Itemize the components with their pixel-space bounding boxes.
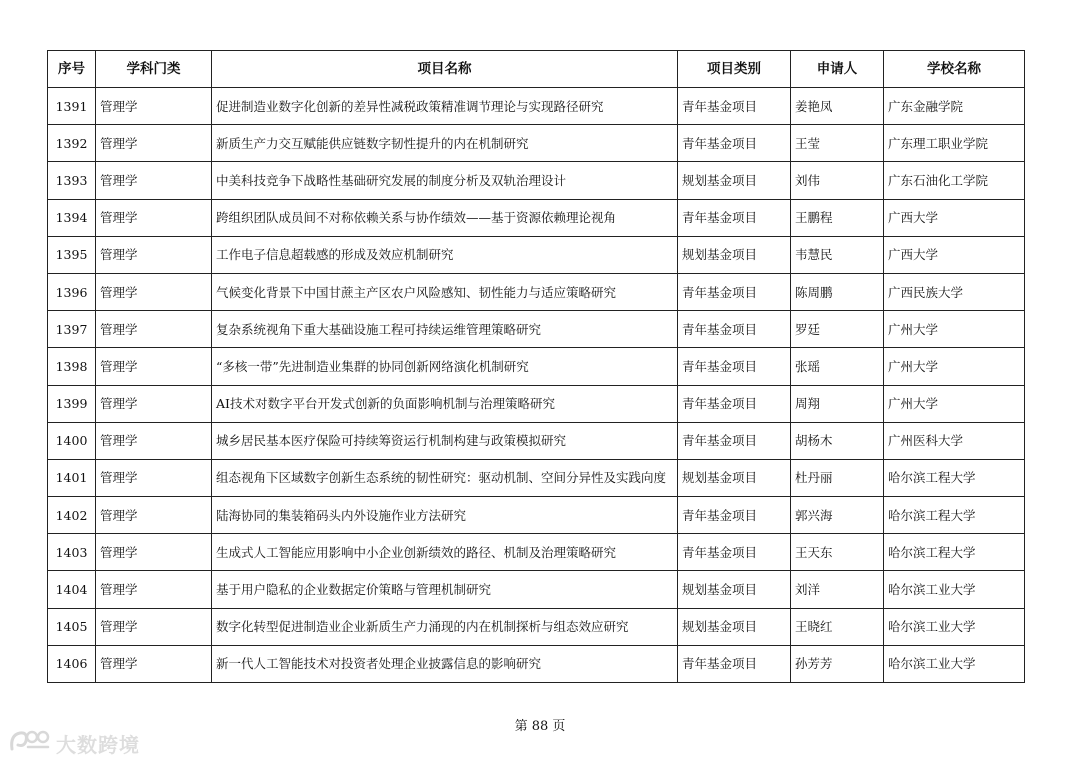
cell-project-name: 基于用户隐私的企业数据定价策略与管理机制研究 [212, 571, 678, 608]
cell-school-name: 广州大学 [884, 311, 1025, 348]
cell-applicant: 姜艳凤 [791, 88, 884, 125]
cell-discipline: 管理学 [96, 125, 212, 162]
cell-project-name: 新质生产力交互赋能供应链数字韧性提升的内在机制研究 [212, 125, 678, 162]
cell-serial-number: 1405 [48, 608, 96, 645]
cell-serial-number: 1395 [48, 236, 96, 273]
cell-project-category: 青年基金项目 [678, 125, 791, 162]
cell-project-name: AI技术对数字平台开发式创新的负面影响机制与治理策略研究 [212, 385, 678, 422]
watermark-text: 大数跨境 [56, 732, 140, 757]
cell-project-name: 工作电子信息超载感的形成及效应机制研究 [212, 236, 678, 273]
cell-serial-number: 1400 [48, 422, 96, 459]
cell-discipline: 管理学 [96, 199, 212, 236]
cell-school-name: 广西民族大学 [884, 273, 1025, 310]
cell-project-name: 数字化转型促进制造业企业新质生产力涌现的内在机制探析与组态效应研究 [212, 608, 678, 645]
table-row [48, 645, 1025, 682]
cell-discipline: 管理学 [96, 236, 212, 273]
watermark [8, 728, 140, 758]
cell-school-name: 哈尔滨工业大学 [884, 608, 1025, 645]
page-number: 第 88 页 [514, 719, 566, 734]
cell-project-category: 青年基金项目 [678, 199, 791, 236]
cell-discipline: 管理学 [96, 459, 212, 496]
cell-project-category: 青年基金项目 [678, 497, 791, 534]
cell-school-name: 哈尔滨工业大学 [884, 571, 1025, 608]
table-row [48, 422, 1025, 459]
cell-project-category: 青年基金项目 [678, 385, 791, 422]
cell-applicant: 周翔 [791, 385, 884, 422]
cell-serial-number: 1403 [48, 534, 96, 571]
table-row [48, 236, 1025, 273]
cell-discipline: 管理学 [96, 571, 212, 608]
cell-discipline: 管理学 [96, 497, 212, 534]
cell-project-category: 规划基金项目 [678, 608, 791, 645]
cell-discipline: 管理学 [96, 88, 212, 125]
cell-applicant: 陈周鹏 [791, 273, 884, 310]
cell-serial-number: 1394 [48, 199, 96, 236]
cell-school-name: 广西大学 [884, 199, 1025, 236]
cell-school-name: 广东石油化工学院 [884, 162, 1025, 199]
cell-project-name: 中美科技竞争下战略性基础研究发展的制度分析及双轨治理设计 [212, 162, 678, 199]
cell-school-name: 广东金融学院 [884, 88, 1025, 125]
cell-project-category: 青年基金项目 [678, 311, 791, 348]
cell-serial-number: 1393 [48, 162, 96, 199]
cell-serial-number: 1392 [48, 125, 96, 162]
cell-serial-number: 1391 [48, 88, 96, 125]
cell-serial-number: 1399 [48, 385, 96, 422]
header-project-category: 项目类别 [678, 51, 791, 88]
table-row [48, 311, 1025, 348]
table-header-row [48, 51, 1025, 88]
cell-project-category: 规划基金项目 [678, 162, 791, 199]
cell-project-category: 规划基金项目 [678, 236, 791, 273]
project-table [47, 50, 1025, 683]
cell-school-name: 广州医科大学 [884, 422, 1025, 459]
table-row [48, 497, 1025, 534]
cell-serial-number: 1398 [48, 348, 96, 385]
cell-school-name: 哈尔滨工业大学 [884, 645, 1025, 682]
cell-applicant: 王鹏程 [791, 199, 884, 236]
cell-serial-number: 1404 [48, 571, 96, 608]
cell-project-name: 生成式人工智能应用影响中小企业创新绩效的路径、机制及治理策略研究 [212, 534, 678, 571]
cell-school-name: 哈尔滨工程大学 [884, 497, 1025, 534]
cell-discipline: 管理学 [96, 645, 212, 682]
cell-serial-number: 1402 [48, 497, 96, 534]
header-discipline: 学科门类 [96, 51, 212, 88]
cell-project-category: 规划基金项目 [678, 571, 791, 608]
cell-project-name: 城乡居民基本医疗保险可持续筹资运行机制构建与政策模拟研究 [212, 422, 678, 459]
cell-applicant: 王莹 [791, 125, 884, 162]
cell-project-category: 青年基金项目 [678, 534, 791, 571]
table-row [48, 534, 1025, 571]
table-row [48, 88, 1025, 125]
cell-school-name: 哈尔滨工程大学 [884, 459, 1025, 496]
cell-applicant: 杜丹丽 [791, 459, 884, 496]
cell-project-name: 陆海协同的集装箱码头内外设施作业方法研究 [212, 497, 678, 534]
cell-discipline: 管理学 [96, 534, 212, 571]
table-row [48, 273, 1025, 310]
table-row [48, 385, 1025, 422]
cell-project-name: 跨组织团队成员间不对称依赖关系与协作绩效——基于资源依赖理论视角 [212, 199, 678, 236]
cell-project-category: 规划基金项目 [678, 459, 791, 496]
header-project-name: 项目名称 [212, 51, 678, 88]
cell-school-name: 广州大学 [884, 348, 1025, 385]
cell-applicant: 罗廷 [791, 311, 884, 348]
cell-serial-number: 1401 [48, 459, 96, 496]
cell-applicant: 王天东 [791, 534, 884, 571]
cell-discipline: 管理学 [96, 273, 212, 310]
table-row [48, 162, 1025, 199]
cell-discipline: 管理学 [96, 422, 212, 459]
cell-project-category: 青年基金项目 [678, 88, 791, 125]
cell-school-name: 哈尔滨工程大学 [884, 534, 1025, 571]
cell-discipline: 管理学 [96, 385, 212, 422]
table-row [48, 571, 1025, 608]
cell-applicant: 韦慧民 [791, 236, 884, 273]
cell-serial-number: 1406 [48, 645, 96, 682]
cell-applicant: 孙芳芳 [791, 645, 884, 682]
cell-project-name: 促进制造业数字化创新的差异性减税政策精准调节理论与实现路径研究 [212, 88, 678, 125]
table-row [48, 348, 1025, 385]
table-row [48, 199, 1025, 236]
cell-project-category: 青年基金项目 [678, 422, 791, 459]
cell-project-name: 气候变化背景下中国甘蔗主产区农户风险感知、韧性能力与适应策略研究 [212, 273, 678, 310]
header-applicant: 申请人 [791, 51, 884, 88]
cell-school-name: 广州大学 [884, 385, 1025, 422]
cell-applicant: 郭兴海 [791, 497, 884, 534]
cell-applicant: 张瑶 [791, 348, 884, 385]
cell-applicant: 刘洋 [791, 571, 884, 608]
cell-applicant: 王晓红 [791, 608, 884, 645]
cell-school-name: 广西大学 [884, 236, 1025, 273]
table-row [48, 459, 1025, 496]
cell-discipline: 管理学 [96, 348, 212, 385]
cell-serial-number: 1397 [48, 311, 96, 348]
logo-icon [8, 727, 52, 759]
table-row [48, 125, 1025, 162]
header-school-name: 学校名称 [884, 51, 1025, 88]
cell-discipline: 管理学 [96, 162, 212, 199]
cell-school-name: 广东理工职业学院 [884, 125, 1025, 162]
header-serial-number: 序号 [48, 51, 96, 88]
cell-project-category: 青年基金项目 [678, 348, 791, 385]
cell-project-name: 组态视角下区域数字创新生态系统的韧性研究：驱动机制、空间分异性及实践向度 [212, 459, 678, 496]
cell-project-category: 青年基金项目 [678, 273, 791, 310]
cell-project-name: 复杂系统视角下重大基础设施工程可持续运维管理策略研究 [212, 311, 678, 348]
cell-discipline: 管理学 [96, 311, 212, 348]
table-body [48, 88, 1025, 683]
cell-project-category: 青年基金项目 [678, 645, 791, 682]
table-row [48, 608, 1025, 645]
cell-discipline: 管理学 [96, 608, 212, 645]
cell-applicant: 胡杨木 [791, 422, 884, 459]
cell-serial-number: 1396 [48, 273, 96, 310]
cell-applicant: 刘伟 [791, 162, 884, 199]
cell-project-name: “多核一带”先进制造业集群的协同创新网络演化机制研究 [212, 348, 678, 385]
cell-project-name: 新一代人工智能技术对投资者处理企业披露信息的影响研究 [212, 645, 678, 682]
